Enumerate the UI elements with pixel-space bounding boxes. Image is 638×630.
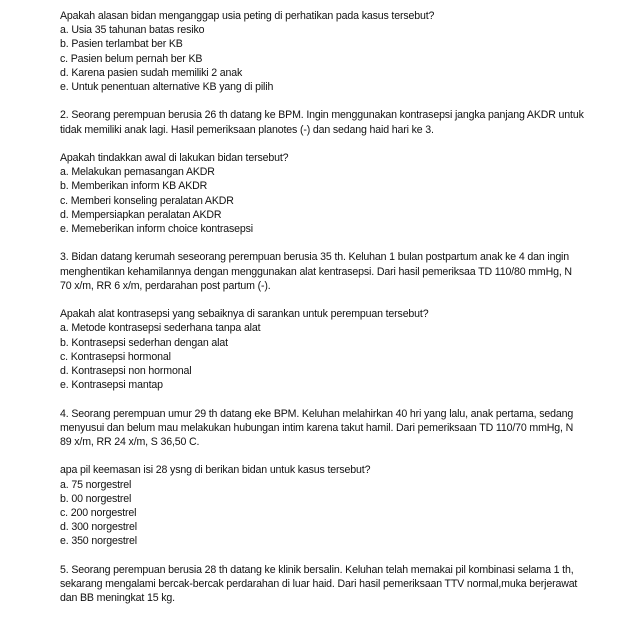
question-3-option-a: a. Metode kontrasepsi sederhana tanpa alat xyxy=(60,322,261,335)
question-3-case xyxy=(60,250,620,293)
question-1-option-d: d. Karena pasien sudah memiliki 2 anak xyxy=(60,66,243,79)
question-3-text: Apakah alat kontrasepsi yang sebaiknya di sarankan untuk perempuan tersebut? xyxy=(60,308,429,321)
question-1-option-c: c. Pasien belum pernah ber KB xyxy=(60,52,203,65)
question-3 xyxy=(60,307,620,392)
question-4-case-line-1: 4. Seorang perempuan umur 29 th datang eke BPM. Keluhan melahirkan 40 hri yang lalu, anak pertama, sedang xyxy=(60,407,574,420)
question-3-option-b: b. Kontrasepsi sederhan dengan alat xyxy=(60,336,228,349)
question-2-option-a: a. Melakukan pemasangan AKDR xyxy=(60,166,215,179)
question-4-text: apa pil keemasan isi 28 ysng di berikan bidan untuk kasus tersebut? xyxy=(60,464,371,477)
question-3-option-d: d. Kontrasepsi non hormonal xyxy=(60,365,192,378)
question-2-text: Apakah tindakkan awal di lakukan bidan tersebut? xyxy=(60,152,289,164)
question-5-case-line-2: sekarang mengalami bercak-bercak perdarahan di luar haid. Dari hasil pemeriksaan TTV normal,muka berjerawat xyxy=(60,578,578,591)
question-3-case-line-3: 70 x/m, RR 6 x/m, perdarahan post partum (-). xyxy=(60,279,271,292)
question-2 xyxy=(60,151,620,236)
question-4-option-b: b. 00 norgestrel xyxy=(60,492,132,505)
question-2-case xyxy=(60,108,620,136)
question-2-case-line-2: tidak memiliki anak lagi. Hasil pemeriksaan planotes (-) dan sedang haid hari ke 3. xyxy=(60,123,434,136)
question-1-option-a: a. Usia 35 tahunan batas resiko xyxy=(60,24,205,37)
question-4-option-e: e. 350 norgestrel xyxy=(60,535,137,548)
question-4-case xyxy=(60,407,620,450)
question-1-option-b: b. Pasien terlambat ber KB xyxy=(60,38,183,51)
question-5-case-line-3: dan BB meningkat 15 kg. xyxy=(60,592,175,605)
question-5-case-line-1: 5. Seorang perempuan berusia 28 th datang ke klinik bersalin. Keluhan telah memakai pil kombinasi selama 1 th, xyxy=(60,563,574,576)
question-3-option-c: c. Kontrasepsi hormonal xyxy=(60,350,171,363)
question-1 xyxy=(60,9,620,94)
document-body xyxy=(60,9,620,620)
question-2-option-d: d. Mempersiapkan peralatan AKDR xyxy=(60,208,222,221)
question-4-case-line-3: 89 x/m, RR 24 x/m, S 36,50 C. xyxy=(60,436,200,449)
question-2-option-c: c. Memberi konseling peralatan AKDR xyxy=(60,194,234,207)
question-2-case-line-1: 2. Seorang perempuan berusia 26 th datang ke BPM. Ingin menggunakan kontrasepsi jangka panjang AKDR untuk xyxy=(60,109,584,122)
question-4-option-c: c. 200 norgestrel xyxy=(60,507,137,520)
question-5-case xyxy=(60,563,620,606)
question-1-option-e: e. Untuk penentuan alternative KB yang di pilih xyxy=(60,81,274,94)
question-3-option-e: e. Kontrasepsi mantap xyxy=(60,379,163,392)
question-2-option-b: b. Memberikan inform KB AKDR xyxy=(60,180,208,193)
question-3-case-line-1: 3. Bidan datang kerumah seseorang perempuan berusia 35 th. Keluhan 1 bulan postpartum anak ke 4 dan ingin xyxy=(60,251,570,264)
question-1-text: Apakah alasan bidan menganggap usia peting di perhatikan pada kasus tersebut? xyxy=(60,10,435,22)
question-3-case-line-2: menghentikan kehamilannya dengan menggunakan alat kentrasepsi. Dari hasil pemeriksaa TD 110/80 mmHg, N xyxy=(60,265,572,278)
question-2-option-e: e. Memeberikan inform choice kontrasepsi xyxy=(60,223,254,236)
question-4-case-line-2: menyusui dan belum mau melakukan hubungan intim karena takut hamil. Dari pemeriksaan TD 110/70 mmHg, N xyxy=(60,421,574,434)
question-4-option-d: d. 300 norgestrel xyxy=(60,521,137,534)
question-4-option-a: a. 75 norgestrel xyxy=(60,478,132,491)
question-4 xyxy=(60,463,620,548)
